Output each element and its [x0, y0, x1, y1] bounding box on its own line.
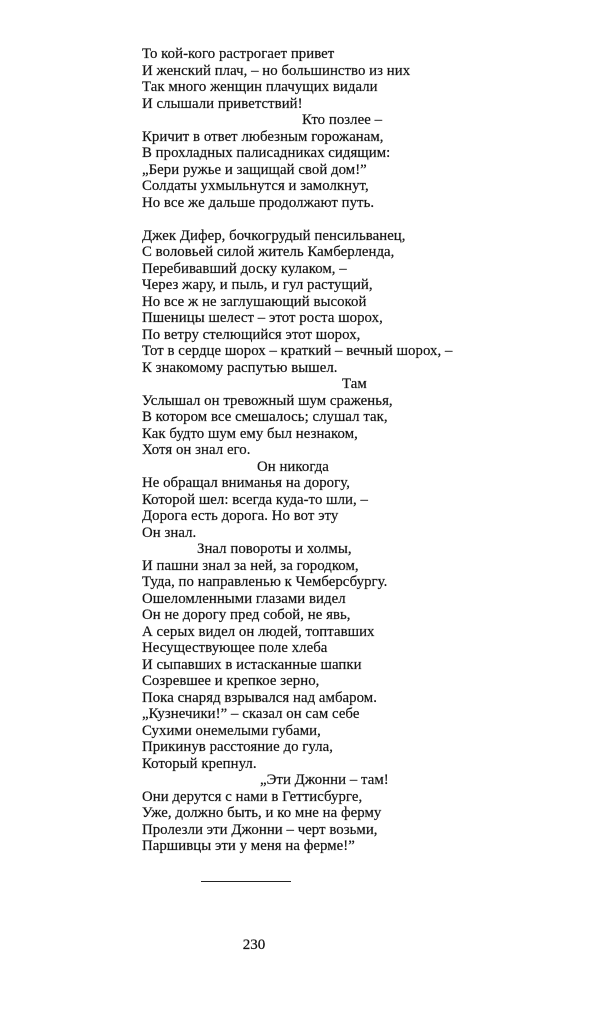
poem-line: Джек Дифер, бочкогрудый пенсильванец,	[142, 227, 406, 244]
poem-line: Перебивавший доску кулаком, –	[142, 260, 347, 277]
poem-line: „Бери ружье и защищай свой дом!”	[142, 161, 367, 178]
poem-text	[142, 46, 502, 855]
poem-line: Кто позлее –	[302, 112, 383, 128]
poem-line: И женский плач, – но большинство из них	[142, 62, 411, 79]
poem-line: „Эти Джонни – там!	[260, 772, 389, 788]
poem-line: Прикинув расстояние до гула,	[142, 739, 334, 755]
poem-line: Созревшее и крепкое зерно,	[142, 673, 320, 689]
poem-line: Не обращал вниманья на дорогу,	[142, 475, 350, 491]
poem-line: В прохладных палисадниках сидящим:	[142, 145, 391, 161]
stanza	[142, 228, 502, 855]
poem-line: Как будто шум ему был незнаком,	[142, 425, 358, 442]
poem-line: В котором все смешалось; слушал так,	[142, 409, 388, 425]
poem-line: Туда, по направленью к Чемберсбургу.	[142, 574, 388, 590]
poem-line: Уже, должно быть, и ко мне на ферму	[142, 805, 382, 821]
poem-line: Кричит в ответ любезным горожанам,	[142, 128, 384, 145]
poem-line: Пшеницы шелест – этот роста шорох,	[142, 310, 383, 326]
poem-line: Так много женщин плачущих видали	[142, 79, 378, 95]
poem-line: Который крепнул.	[142, 755, 257, 772]
poem-line: Они дерутся с нами в Геттисбурге,	[142, 788, 363, 805]
poem-line: А серых видел он людей, топтавших	[142, 623, 375, 640]
poem-line: По ветру стелющийся этот шорох,	[142, 326, 361, 343]
poem-line: Хотя он знал его.	[142, 442, 251, 458]
stanza	[142, 46, 502, 211]
poem-line: Там	[342, 376, 367, 392]
poem-line: И пашни знал за ней, за городком,	[142, 557, 359, 574]
poem-line: Через жару, и пыль, и гул растущий,	[142, 277, 373, 293]
poem-line: Тот в сердце шорох – краткий – вечный шорох, –	[142, 343, 453, 359]
poem-line: Он знал.	[142, 524, 197, 541]
poem-line: Он не дорогу пред собой, не явь,	[142, 607, 351, 623]
poem-line: Дорога есть дорога. Но вот эту	[142, 508, 339, 524]
poem-line: Несуществующее поле хлеба	[142, 640, 328, 656]
poem-line: Которой шел: всегда куда-то шли, –	[142, 491, 368, 508]
page-number	[0, 937, 600, 954]
poem-line: Пролезли эти Джонни – черт возьми,	[142, 821, 378, 838]
page-number-text: 230	[242, 937, 266, 953]
poem-line: К знакомому распутью вышел.	[142, 359, 338, 376]
poem-line: Паршивцы эти у меня на ферме!”	[142, 838, 355, 854]
poem-line: С воловьей силой житель Камберленда,	[142, 244, 395, 260]
poem-line: Солдаты ухмыльнутся и замолкнут,	[142, 178, 369, 194]
poem-line: И слышали приветствий!	[142, 95, 303, 112]
poem-line: Знал повороты и холмы,	[197, 541, 352, 557]
poem-line: Сухими онемелыми губами,	[142, 722, 321, 739]
poem-line: Он никогда	[257, 458, 329, 475]
poem-line: Услышал он тревожный шум сраженья,	[142, 392, 393, 409]
poem-line: Но все ж не заглушающий высокой	[142, 293, 367, 310]
poem-line: Ошеломленными глазами видел	[142, 590, 346, 607]
section-divider	[201, 881, 291, 882]
poem-line: Пока снаряд взрывался над амбаром.	[142, 689, 377, 706]
poem-line: Но все же дальше продолжают путь.	[142, 194, 375, 211]
poem-line: „Кузнечики!” – сказал он сам себе	[142, 706, 360, 722]
poem-line: И сыпавших в истасканные шапки	[142, 656, 362, 673]
poem-line: То кой-кого растрогает привет	[142, 46, 335, 62]
